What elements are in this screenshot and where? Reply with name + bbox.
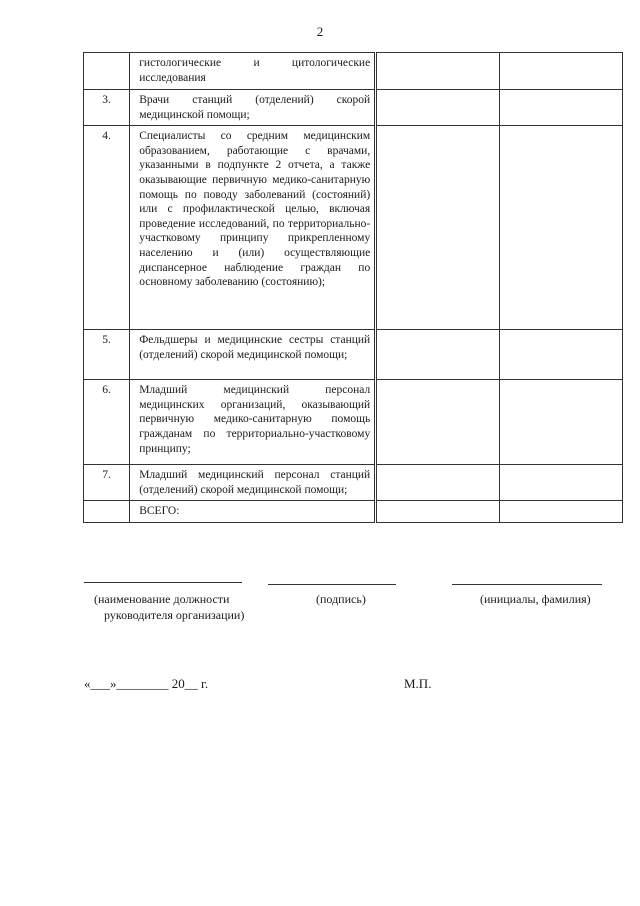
- table-row: [84, 90, 623, 126]
- table-row: [84, 53, 623, 90]
- row-description: Врачи станций (отделений) скорой медицинской помощи;: [130, 90, 376, 126]
- value-cell: [376, 465, 499, 501]
- value-cell: [499, 330, 622, 380]
- value-cell: [376, 90, 499, 126]
- row-number: 5.: [84, 330, 130, 380]
- value-cell: [376, 126, 499, 330]
- name-caption: (инициалы, фамилия): [480, 592, 591, 606]
- value-cell: [499, 465, 622, 501]
- row-number: 6.: [84, 380, 130, 465]
- row-description: Специалисты со средним медицинским образованием, работающие с врачами, указанными в подпункте 2 отчета, а также оказывающие первичную медико-санитарную помощь по поводу заболеваний (состояний) или с профилактической целью, включая проведение исследований, по территориально-участковому принципу прикрепленному населению и (или) осуществляющие диспансерное наблюдение граждан по основному заболеванию (состоянию);: [130, 126, 376, 330]
- page-number: 2: [316, 24, 324, 39]
- row-number: [84, 501, 130, 523]
- value-cell: [499, 380, 622, 465]
- name-signature-line: [452, 584, 602, 585]
- date-line: «___»________ 20__ г.: [84, 676, 209, 691]
- table-row: [84, 380, 623, 465]
- position-caption: (наименование должности: [94, 592, 230, 606]
- row-description: ВСЕГО:: [130, 501, 376, 523]
- value-cell: [376, 501, 499, 523]
- position-caption-line-2: руководителя организации): [104, 608, 245, 622]
- table-row: [84, 126, 623, 330]
- value-cell: [499, 501, 622, 523]
- table-row: [84, 465, 623, 501]
- position-signature-line: [84, 582, 242, 583]
- value-cell: [376, 53, 499, 90]
- value-cell: [499, 90, 622, 126]
- row-description: Младший медицинский персонал медицинских организаций, оказывающий первичную медико-санитарную помощь гражданам по территориально-участковому принципу;: [130, 380, 376, 465]
- row-number: [84, 53, 130, 90]
- row-number: 3.: [84, 90, 130, 126]
- row-description: гистологические и цитологические исследования: [130, 53, 376, 90]
- table-row: [84, 501, 623, 523]
- stamp-label: М.П.: [404, 676, 432, 691]
- row-number: 4.: [84, 126, 130, 330]
- value-cell: [376, 380, 499, 465]
- row-description: Фельдшеры и медицинские сестры станций (отделений) скорой медицинской помощи;: [130, 330, 376, 380]
- value-cell: [376, 330, 499, 380]
- value-cell: [499, 53, 622, 90]
- row-description: Младший медицинский персонал станций (отделений) скорой медицинской помощи;: [130, 465, 376, 501]
- table-row: [84, 330, 623, 380]
- value-cell: [499, 126, 622, 330]
- signature-caption: (подпись): [316, 592, 366, 606]
- signature-line: [268, 584, 396, 585]
- report-table: [83, 52, 623, 523]
- row-number: 7.: [84, 465, 130, 501]
